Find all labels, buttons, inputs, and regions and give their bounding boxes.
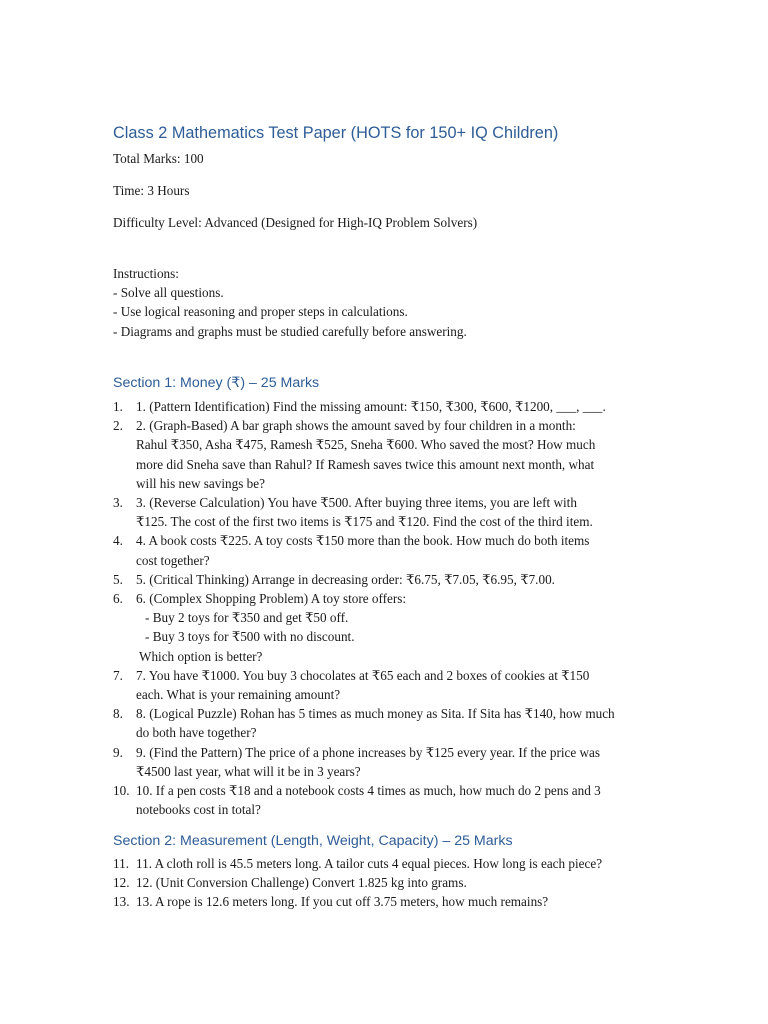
section-2-heading: Section 2: Measurement (Length, Weight, Capacity) – 25 Marks xyxy=(113,833,513,849)
list-number: 1. xyxy=(113,399,123,414)
question-item xyxy=(113,531,658,569)
question-text: 5. (Critical Thinking) Arrange in decreasing order: ₹6.75, ₹7.05, ₹6.95, ₹7.00. xyxy=(136,571,555,587)
list-number: 7. xyxy=(113,667,123,683)
instruction-item: - Solve all questions. xyxy=(113,285,224,301)
question-text: 3. (Reverse Calculation) You have ₹500. After buying three items, you are left with xyxy=(136,495,577,511)
question-item xyxy=(113,570,658,589)
total-marks: Total Marks: 100 xyxy=(113,151,204,166)
list-number: 2. xyxy=(113,418,123,434)
question-text: 13. A rope is 12.6 meters long. If you cut off 3.75 meters, how much remains? xyxy=(136,894,549,910)
question-text: 4. A book costs ₹225. A toy costs ₹150 more than the book. How much do both items xyxy=(136,533,590,549)
question-text: ₹125. The cost of the first two items is ₹175 and ₹120. Find the cost of the third item. xyxy=(136,514,593,530)
list-number: 9. xyxy=(113,744,123,760)
list-number: 4. xyxy=(113,533,123,549)
question-text: 11. A cloth roll is 45.5 meters long. A tailor cuts 4 equal pieces. How long is each piece? xyxy=(136,856,603,871)
list-number: 11. xyxy=(113,856,129,871)
question-text: ₹4500 last year, what will it be in 3 years? xyxy=(136,763,361,779)
question-item xyxy=(113,416,658,493)
question-text: 8. (Logical Puzzle) Rohan has 5 times as much money as Sita. If Sita has ₹140, how much xyxy=(136,706,615,722)
question-text: 6. (Complex Shopping Problem) A toy store offers: xyxy=(136,591,407,607)
question-item xyxy=(113,873,658,892)
question-item xyxy=(113,493,658,531)
instruction-item: - Use logical reasoning and proper steps in calculations. xyxy=(113,304,408,320)
question-item xyxy=(113,589,658,666)
question-text: 9. (Find the Pattern) The price of a phone increases by ₹125 every year. If the price was xyxy=(136,744,601,760)
question-item xyxy=(113,743,658,781)
question-text: 7. You have ₹1000. You buy 3 chocolates at ₹65 each and 2 boxes of cookies at ₹150 xyxy=(136,667,590,683)
list-number: 8. xyxy=(113,706,123,722)
question-text: - Buy 3 toys for ₹500 with no discount. xyxy=(145,629,355,645)
question-text: 1. (Pattern Identification) Find the missing amount: ₹150, ₹300, ₹600, ₹1200, ___, ___. xyxy=(136,399,606,414)
instructions-heading: Instructions: xyxy=(113,266,179,281)
question-text: 2. (Graph-Based) A bar graph shows the amount saved by four children in a month: xyxy=(136,418,576,434)
list-number: 6. xyxy=(113,591,123,607)
question-text: will his new savings be? xyxy=(136,475,265,491)
question-item xyxy=(113,666,658,704)
question-item xyxy=(113,854,658,873)
list-number: 13. xyxy=(113,894,130,910)
question-item xyxy=(113,704,658,742)
question-text: notebooks cost in total? xyxy=(136,802,261,818)
difficulty-level: Difficulty Level: Advanced (Designed for High-IQ Problem Solvers) xyxy=(113,215,478,230)
question-item xyxy=(113,892,658,911)
question-text: more did Sneha save than Rahul? If Ramesh saves twice this amount next month, what xyxy=(136,456,595,472)
list-number: 3. xyxy=(113,495,123,511)
page-title: Class 2 Mathematics Test Paper (HOTS for 150+ IQ Children) xyxy=(113,124,559,142)
question-item xyxy=(113,781,658,819)
list-number: 5. xyxy=(113,571,123,587)
section-2-questions xyxy=(113,854,658,912)
question-text: cost together? xyxy=(136,552,210,568)
question-text: Which option is better? xyxy=(139,648,263,664)
question-text: Rahul ₹350, Asha ₹475, Ramesh ₹525, Sneha ₹600. Who saved the most? How much xyxy=(136,437,596,453)
section-1-questions xyxy=(113,397,658,819)
time-allowed: Time: 3 Hours xyxy=(113,183,190,198)
list-number: 12. xyxy=(113,875,130,891)
question-text: - Buy 2 toys for ₹350 and get ₹50 off. xyxy=(145,610,349,626)
question-item xyxy=(113,397,658,416)
question-text: 10. If a pen costs ₹18 and a notebook costs 4 times as much, how much do 2 pens and 3 xyxy=(136,783,601,799)
list-number: 10. xyxy=(113,783,130,799)
instruction-item: - Diagrams and graphs must be studied carefully before answering. xyxy=(113,323,467,339)
section-1-heading: Section 1: Money (₹) – 25 Marks xyxy=(113,375,320,391)
question-text: each. What is your remaining amount? xyxy=(136,687,341,703)
question-text: do both have together? xyxy=(136,725,257,741)
question-text: 12. (Unit Conversion Challenge) Convert 1.825 kg into grams. xyxy=(136,875,467,891)
instructions-block xyxy=(113,264,467,341)
